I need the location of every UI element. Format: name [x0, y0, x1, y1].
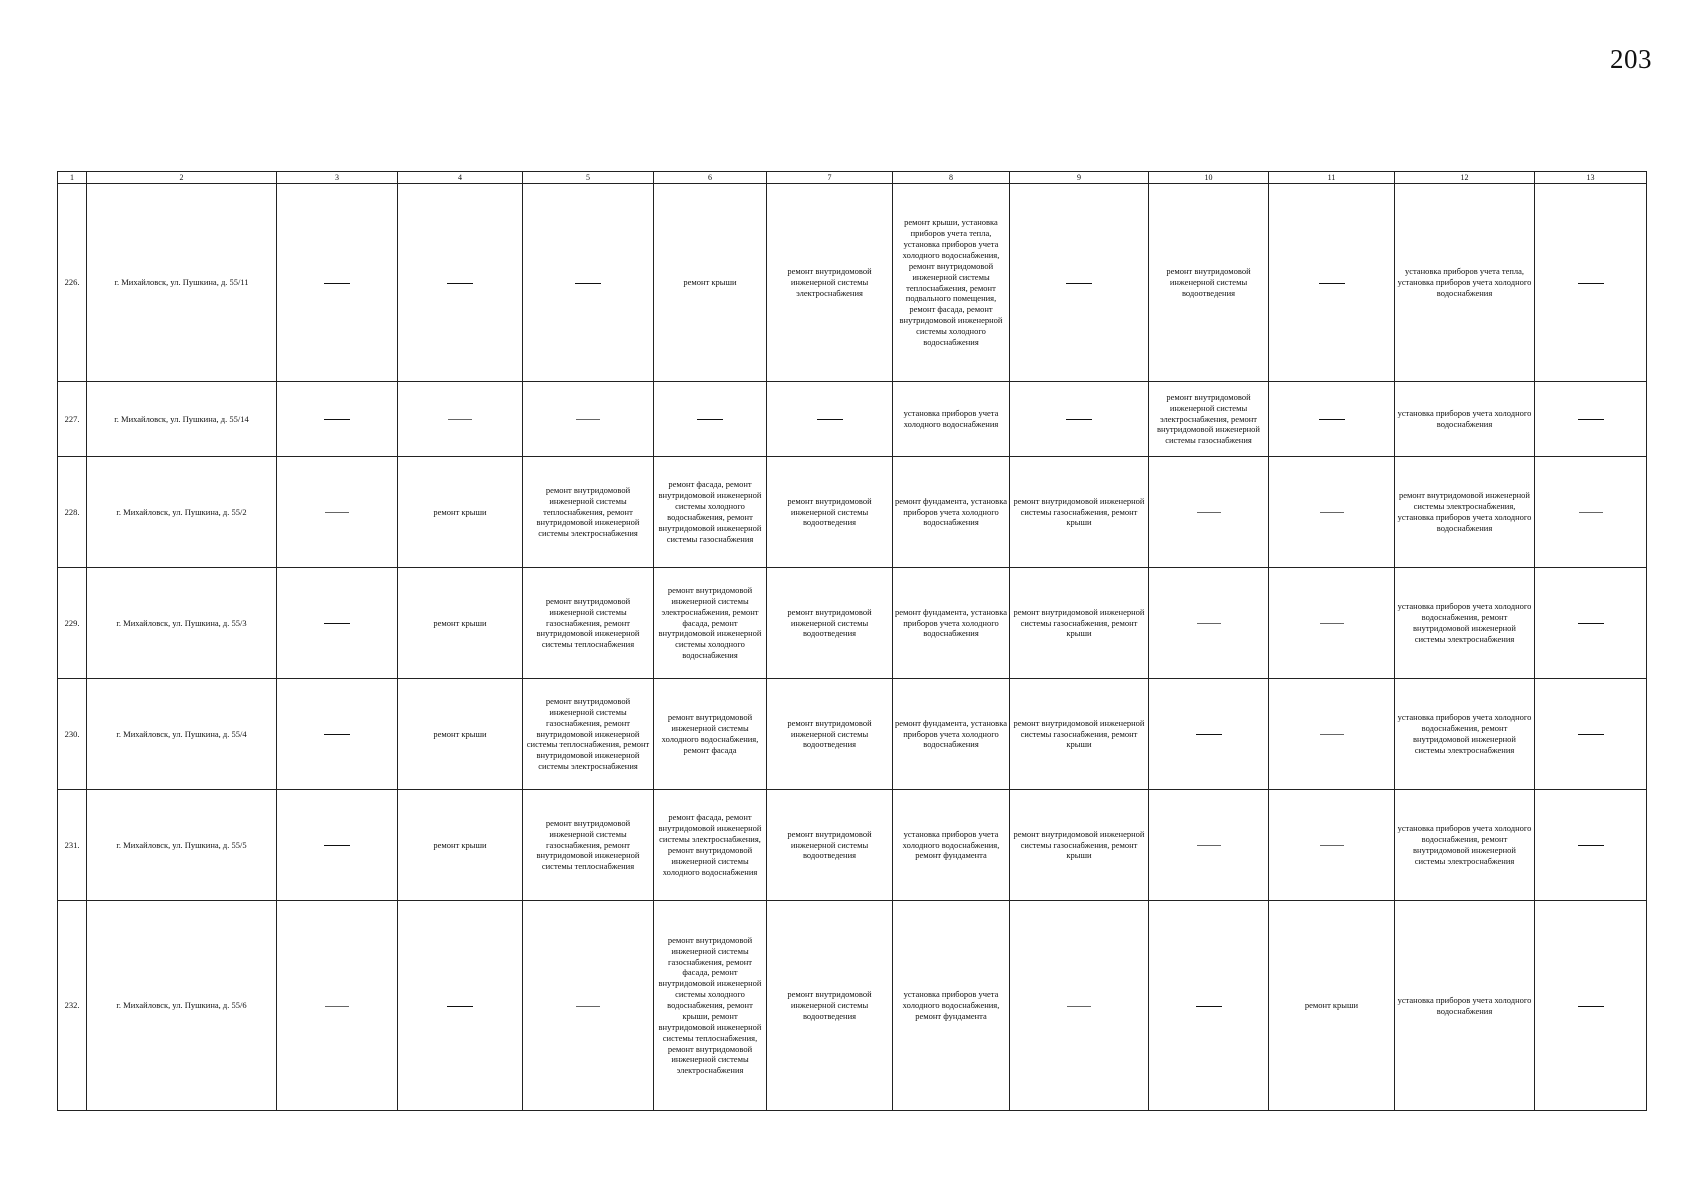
empty-dash-cell: [398, 382, 523, 457]
address-cell: г. Михайловск, ул. Пушкина, д. 55/3: [87, 568, 277, 679]
empty-dash-cell: [1010, 901, 1149, 1111]
work-description-cell: ремонт внутридомовой инженерной системы водоотведения: [767, 790, 893, 901]
row-number-cell: 231.: [58, 790, 87, 901]
work-description-cell: ремонт крыши: [1269, 901, 1395, 1111]
dash-mark: [1578, 1006, 1604, 1007]
empty-dash-cell: [1535, 184, 1647, 382]
column-header-12: 12: [1395, 172, 1535, 184]
table-row: [58, 679, 1647, 790]
empty-dash-cell: [277, 184, 398, 382]
row-number-cell: 229.: [58, 568, 87, 679]
column-number-header: [58, 172, 1647, 184]
header-row: [58, 172, 1647, 184]
empty-dash-cell: [1149, 679, 1269, 790]
work-description-cell: ремонт внутридомовой инженерной системы водоотведения: [767, 568, 893, 679]
empty-dash-cell: [277, 790, 398, 901]
dash-mark: [1578, 419, 1604, 420]
dash-mark: [1067, 1006, 1091, 1007]
work-description-cell: ремонт внутридомовой инженерной системы газоснабжения, ремонт внутридомовой инженерной системы теплоснабжения, ремонт внутридомовой инженерной системы электроснабжения: [523, 679, 654, 790]
empty-dash-cell: [1535, 568, 1647, 679]
dash-mark: [1196, 1006, 1222, 1007]
empty-dash-cell: [523, 382, 654, 457]
empty-dash-cell: [1535, 901, 1647, 1111]
work-description-cell: ремонт внутридомовой инженерной системы водоотведения: [767, 457, 893, 568]
work-description-cell: ремонт фундамента, установка приборов учета холодного водоснабжения: [893, 679, 1010, 790]
empty-dash-cell: [1269, 790, 1395, 901]
dash-mark: [324, 845, 350, 846]
work-description-cell: установка приборов учета тепла, установка приборов учета холодного водоснабжения: [1395, 184, 1535, 382]
work-description-cell: ремонт внутридомовой инженерной системы газоснабжения, ремонт фасада, ремонт внутридомовой инженерной системы холодного водоснабжения, ремонт крыши, ремонт внутридомовой инженерной системы теплоснабжения, ремонт внутридомовой инженерной системы электроснабжения: [654, 901, 767, 1111]
empty-dash-cell: [523, 901, 654, 1111]
dash-mark: [576, 1006, 600, 1007]
dash-mark: [324, 419, 350, 420]
dash-mark: [1320, 623, 1344, 624]
address-cell: г. Михайловск, ул. Пушкина, д. 55/5: [87, 790, 277, 901]
repair-schedule-table-wrapper: [57, 171, 1646, 1111]
work-description-cell: установка приборов учета холодного водоснабжения, ремонт фундамента: [893, 901, 1010, 1111]
table-row: [58, 790, 1647, 901]
empty-dash-cell: [277, 568, 398, 679]
work-description-cell: установка приборов учета холодного водоснабжения, ремонт внутридомовой инженерной системы электроснабжения: [1395, 679, 1535, 790]
row-number-cell: 226.: [58, 184, 87, 382]
column-header-2: 2: [87, 172, 277, 184]
work-description-cell: ремонт фундамента, установка приборов учета холодного водоснабжения: [893, 568, 1010, 679]
column-header-9: 9: [1010, 172, 1149, 184]
empty-dash-cell: [1269, 679, 1395, 790]
dash-mark: [1319, 419, 1345, 420]
work-description-cell: ремонт внутридомовой инженерной системы водоотведения: [767, 901, 893, 1111]
empty-dash-cell: [654, 382, 767, 457]
work-description-cell: установка приборов учета холодного водоснабжения, ремонт внутридомовой инженерной системы электроснабжения: [1395, 568, 1535, 679]
work-description-cell: ремонт внутридомовой инженерной системы газоснабжения, ремонт внутридомовой инженерной системы теплоснабжения: [523, 568, 654, 679]
empty-dash-cell: [1535, 382, 1647, 457]
empty-dash-cell: [1010, 184, 1149, 382]
empty-dash-cell: [277, 679, 398, 790]
dash-mark: [1320, 512, 1344, 513]
work-description-cell: ремонт внутридомовой инженерной системы электроснабжения, ремонт внутридомовой инженерной системы газоснабжения: [1149, 382, 1269, 457]
row-number-cell: 230.: [58, 679, 87, 790]
work-description-cell: ремонт внутридомовой инженерной системы электроснабжения: [767, 184, 893, 382]
work-description-cell: ремонт фасада, ремонт внутридомовой инженерной системы холодного водоснабжения, ремонт внутридомовой инженерной системы газоснабжения: [654, 457, 767, 568]
empty-dash-cell: [277, 901, 398, 1111]
column-header-10: 10: [1149, 172, 1269, 184]
work-description-cell: установка приборов учета холодного водоснабжения, ремонт внутридомовой инженерной системы электроснабжения: [1395, 790, 1535, 901]
work-description-cell: установка приборов учета холодного водоснабжения: [893, 382, 1010, 457]
empty-dash-cell: [1149, 457, 1269, 568]
row-number-cell: 232.: [58, 901, 87, 1111]
dash-mark: [324, 283, 350, 284]
dash-mark: [324, 734, 350, 735]
dash-mark: [1066, 283, 1092, 284]
work-description-cell: ремонт крыши: [654, 184, 767, 382]
dash-mark: [1197, 512, 1221, 513]
column-header-5: 5: [523, 172, 654, 184]
empty-dash-cell: [1010, 382, 1149, 457]
dash-mark: [448, 419, 472, 420]
work-description-cell: ремонт внутридомовой инженерной системы газоснабжения, ремонт крыши: [1010, 457, 1149, 568]
dash-mark: [1578, 734, 1604, 735]
work-description-cell: ремонт внутридомовой инженерной системы водоотведения: [1149, 184, 1269, 382]
table-body: [58, 184, 1647, 1111]
work-description-cell: ремонт внутридомовой инженерной системы газоснабжения, ремонт внутридомовой инженерной системы теплоснабжения: [523, 790, 654, 901]
work-description-cell: ремонт крыши: [398, 568, 523, 679]
row-number-cell: 228.: [58, 457, 87, 568]
empty-dash-cell: [277, 382, 398, 457]
empty-dash-cell: [1269, 568, 1395, 679]
empty-dash-cell: [1535, 457, 1647, 568]
dash-mark: [1578, 623, 1604, 624]
empty-dash-cell: [277, 457, 398, 568]
empty-dash-cell: [1535, 790, 1647, 901]
dash-mark: [1319, 283, 1345, 284]
dash-mark: [817, 419, 843, 420]
empty-dash-cell: [1269, 184, 1395, 382]
dash-mark: [447, 283, 473, 284]
dash-mark: [325, 512, 349, 513]
work-description-cell: ремонт внутридомовой инженерной системы водоотведения: [767, 679, 893, 790]
table-row: [58, 457, 1647, 568]
empty-dash-cell: [767, 382, 893, 457]
dash-mark: [1578, 845, 1604, 846]
dash-mark: [324, 623, 350, 624]
column-header-7: 7: [767, 172, 893, 184]
column-header-3: 3: [277, 172, 398, 184]
table-row: [58, 382, 1647, 457]
column-header-6: 6: [654, 172, 767, 184]
dash-mark: [1579, 512, 1603, 513]
column-header-1: 1: [58, 172, 87, 184]
dash-mark: [1197, 845, 1221, 846]
work-description-cell: ремонт внутридомовой инженерной системы холодного водоснабжения, ремонт фасада: [654, 679, 767, 790]
dash-mark: [447, 1006, 473, 1007]
page-number: 203: [1610, 44, 1652, 74]
work-description-cell: установка приборов учета холодного водоснабжения: [1395, 382, 1535, 457]
work-description-cell: ремонт фасада, ремонт внутридомовой инженерной системы электроснабжения, ремонт внутридомовой инженерной системы холодного водоснабжения: [654, 790, 767, 901]
empty-dash-cell: [398, 901, 523, 1111]
empty-dash-cell: [398, 184, 523, 382]
address-cell: г. Михайловск, ул. Пушкина, д. 55/4: [87, 679, 277, 790]
empty-dash-cell: [1149, 790, 1269, 901]
column-header-4: 4: [398, 172, 523, 184]
address-cell: г. Михайловск, ул. Пушкина, д. 55/6: [87, 901, 277, 1111]
work-description-cell: ремонт крыши: [398, 790, 523, 901]
empty-dash-cell: [1535, 679, 1647, 790]
address-cell: г. Михайловск, ул. Пушкина, д. 55/2: [87, 457, 277, 568]
address-cell: г. Михайловск, ул. Пушкина, д. 55/11: [87, 184, 277, 382]
column-header-8: 8: [893, 172, 1010, 184]
empty-dash-cell: [1269, 457, 1395, 568]
work-description-cell: установка приборов учета холодного водоснабжения, ремонт фундамента: [893, 790, 1010, 901]
work-description-cell: ремонт внутридомовой инженерной системы электроснабжения, ремонт фасада, ремонт внутридомовой инженерной системы холодного водоснабжения: [654, 568, 767, 679]
table-row: [58, 568, 1647, 679]
work-description-cell: ремонт внутридомовой инженерной системы газоснабжения, ремонт крыши: [1010, 568, 1149, 679]
empty-dash-cell: [523, 184, 654, 382]
table-row: [58, 184, 1647, 382]
dash-mark: [1320, 734, 1344, 735]
work-description-cell: ремонт внутридомовой инженерной системы теплоснабжения, ремонт внутридомовой инженерной системы электроснабжения: [523, 457, 654, 568]
work-description-cell: ремонт крыши: [398, 457, 523, 568]
work-description-cell: ремонт внутридомовой инженерной системы газоснабжения, ремонт крыши: [1010, 679, 1149, 790]
column-header-13: 13: [1535, 172, 1647, 184]
dash-mark: [1196, 734, 1222, 735]
work-description-cell: ремонт внутридомовой инженерной системы электроснабжения, установка приборов учета холодного водоснабжения: [1395, 457, 1535, 568]
table-row: [58, 901, 1647, 1111]
work-description-cell: ремонт крыши: [398, 679, 523, 790]
empty-dash-cell: [1149, 568, 1269, 679]
dash-mark: [1578, 283, 1604, 284]
work-description-cell: ремонт внутридомовой инженерной системы газоснабжения, ремонт крыши: [1010, 790, 1149, 901]
dash-mark: [1320, 845, 1344, 846]
work-description-cell: установка приборов учета холодного водоснабжения: [1395, 901, 1535, 1111]
dash-mark: [576, 419, 600, 420]
dash-mark: [325, 1006, 349, 1007]
empty-dash-cell: [1149, 901, 1269, 1111]
empty-dash-cell: [1269, 382, 1395, 457]
dash-mark: [1066, 419, 1092, 420]
repair-schedule-table: [57, 171, 1647, 1111]
column-header-11: 11: [1269, 172, 1395, 184]
dash-mark: [575, 283, 601, 284]
address-cell: г. Михайловск, ул. Пушкина, д. 55/14: [87, 382, 277, 457]
dash-mark: [697, 419, 723, 420]
dash-mark: [1197, 623, 1221, 624]
work-description-cell: ремонт крыши, установка приборов учета тепла, установка приборов учета холодного водоснабжения, ремонт внутридомовой инженерной системы теплоснабжения, ремонт подвального помещения, ремонт фасада, ремонт внутридомовой инженерной системы холодного водоснабжения: [893, 184, 1010, 382]
row-number-cell: 227.: [58, 382, 87, 457]
work-description-cell: ремонт фундамента, установка приборов учета холодного водоснабжения: [893, 457, 1010, 568]
